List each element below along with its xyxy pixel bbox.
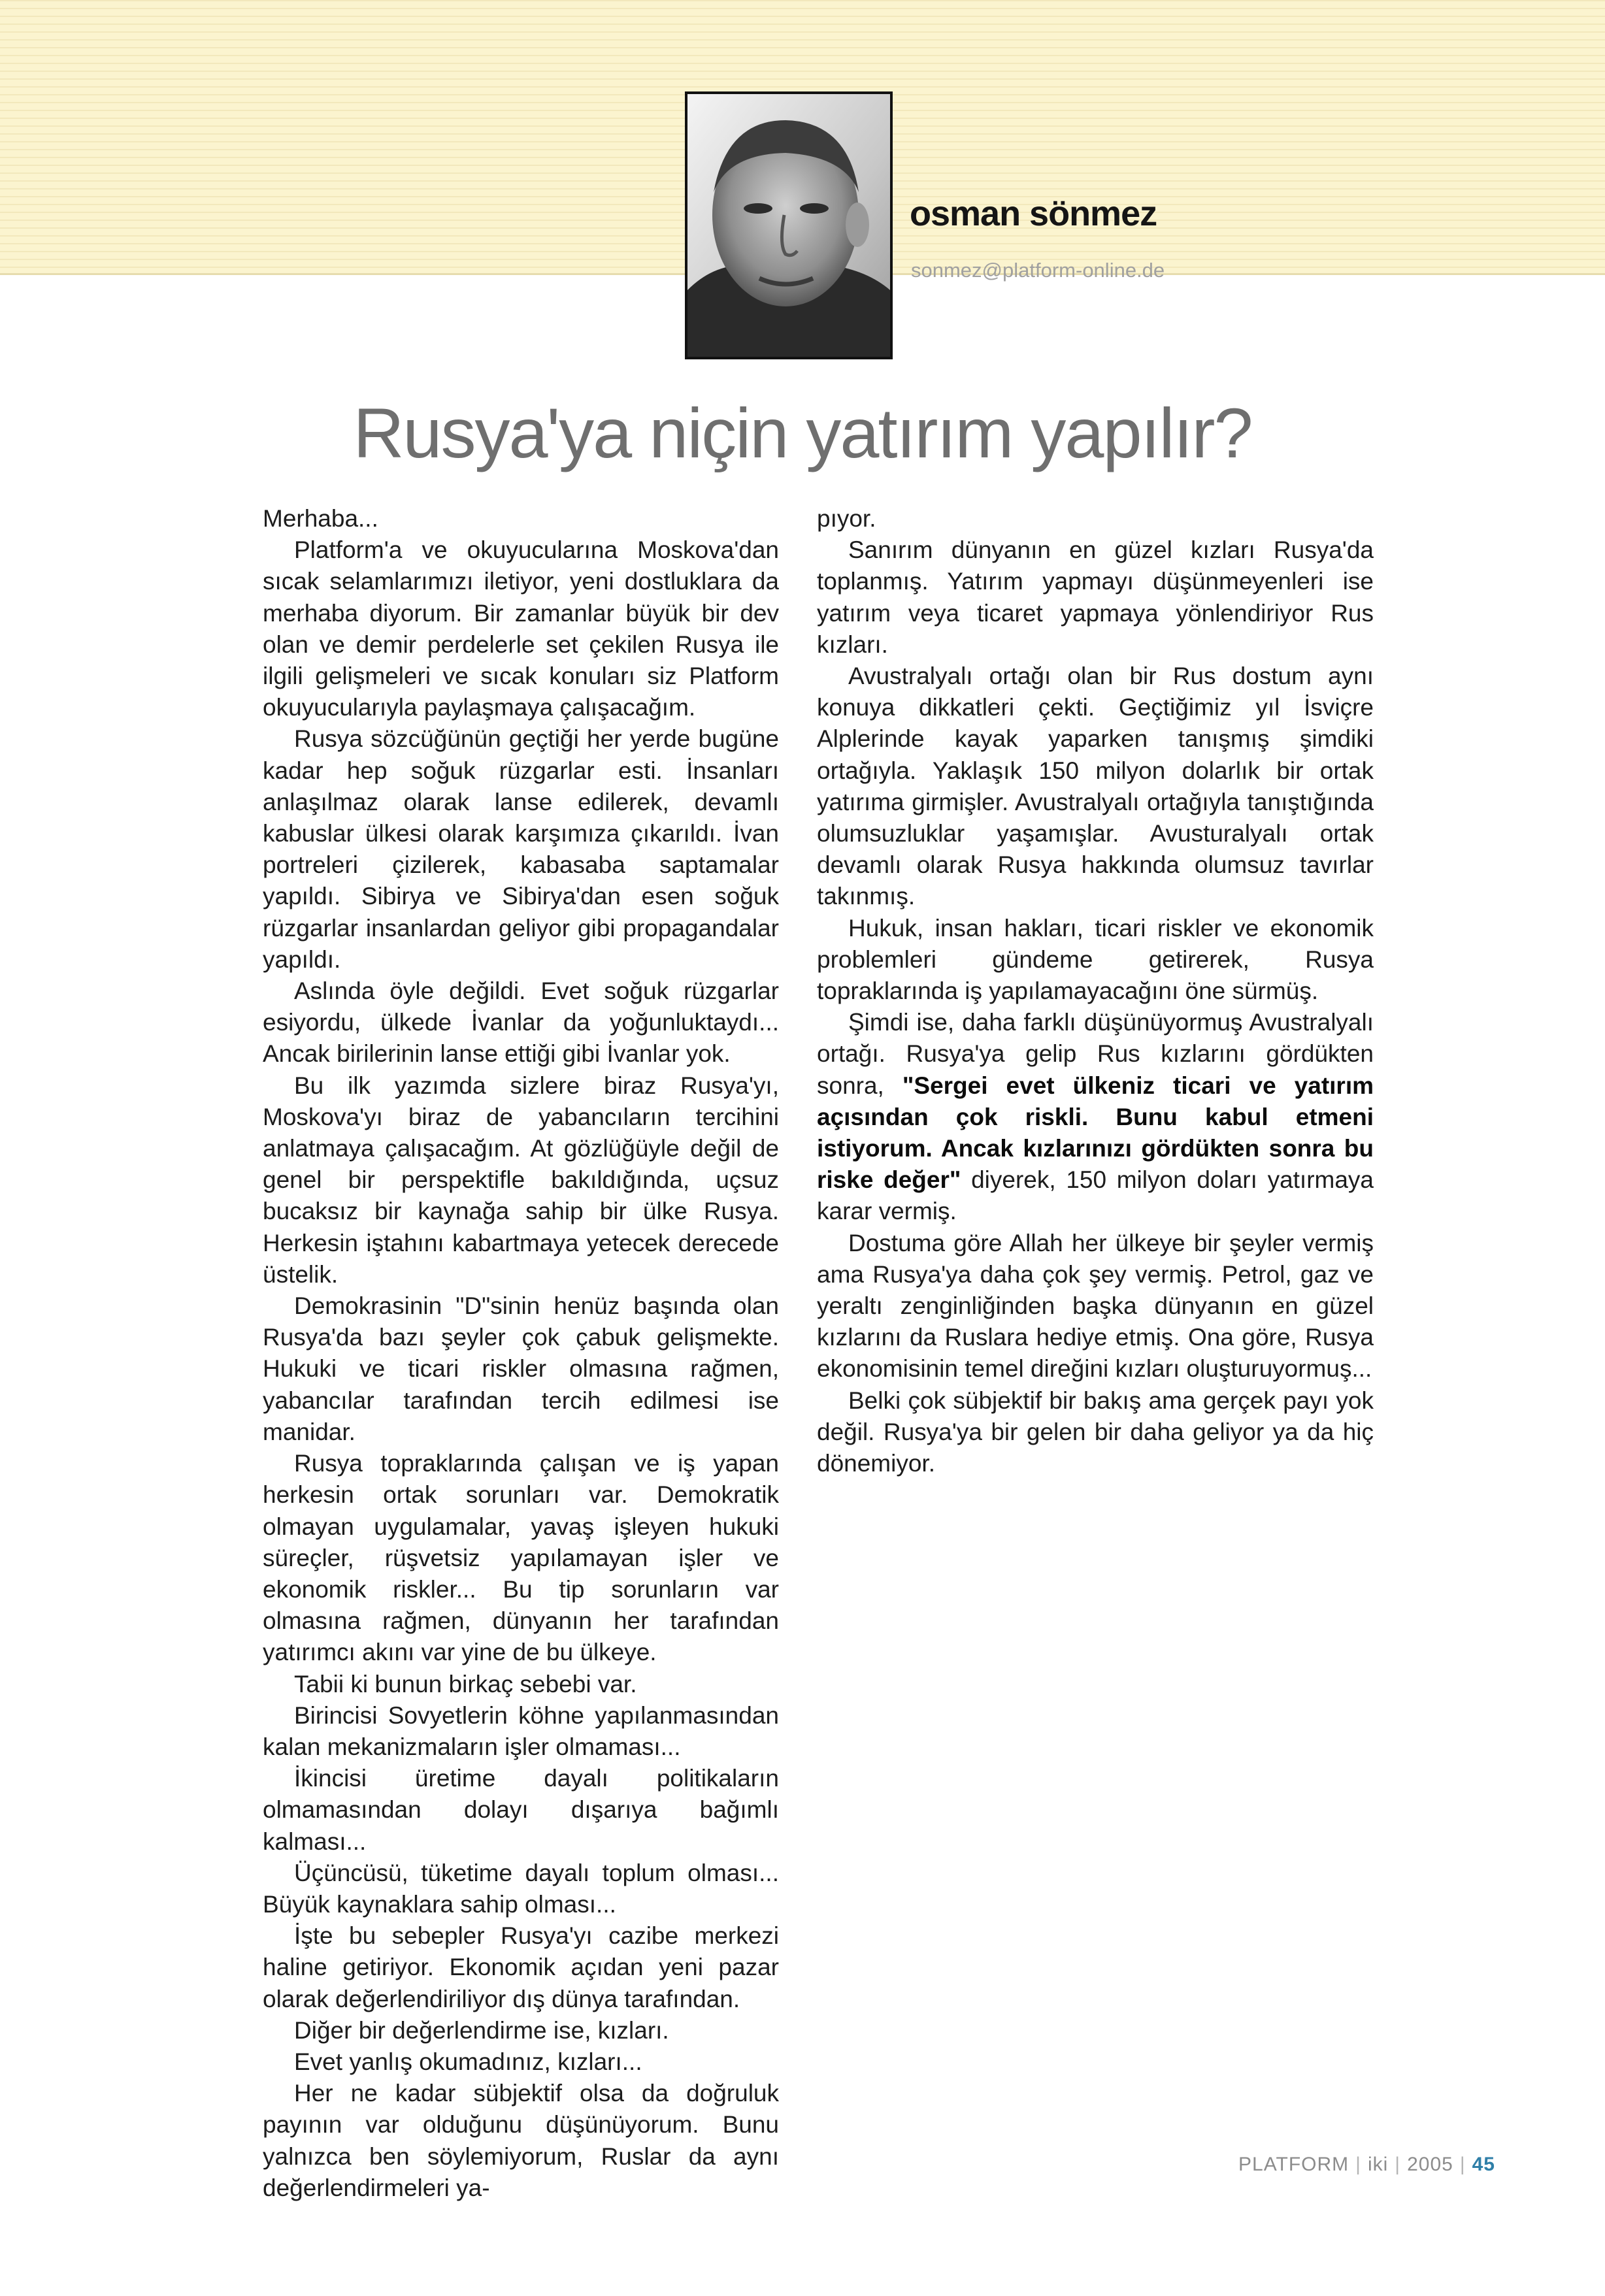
quote-paragraph bbox=[817, 1007, 1374, 1227]
footer-divider: | bbox=[1355, 2154, 1361, 2175]
quote-lead-text: Şimdi ise, daha farklı düşünüyormuş Avustralyalı ortağı. Rusya'ya gelip Rus kızlarını gördükten sonra, bbox=[817, 1009, 1374, 1099]
footer-issue: iki bbox=[1367, 2154, 1389, 2175]
paragraph: Demokrasinin "D"sinin henüz başında olan Rusya'da bazı şeyler çok çabuk gelişmekte. Hukuki ve ticari riskler olmasına rağmen, yabancılar tarafından tercih edilmesi ise manidar. bbox=[263, 1292, 779, 1445]
paragraph: Tabii ki bunun birkaç sebebi var. bbox=[294, 1670, 637, 1697]
paragraph: İşte bu sebepler Rusya'yı cazibe merkezi haline getiriyor. Ekonomik açıdan yeni pazar olarak değerlendiriliyor dış dünya tarafından. bbox=[263, 1922, 779, 2012]
paragraph-continuation: pıyor. bbox=[817, 505, 876, 532]
right-column bbox=[817, 503, 1374, 1479]
paragraph: Evet yanlış okumadınız, kızları... bbox=[294, 2048, 642, 2075]
paragraph: Merhaba... bbox=[263, 505, 378, 532]
author-email: sonmez@platform-online.de bbox=[911, 259, 1165, 282]
paragraph: Bu ilk yazımda sizlere biraz Rusya'yı, Moskova'yı biraz de yabancıların tercihini anlatmaya çalışacağım. At gözlüğüyle değil de genel bir perspektifle bakıldığında, uçsuz bucaksız bir kaynağa sahip bir ülke Rusya. Herkesin iştahını kabartmaya yetecek derecede üstelik. bbox=[263, 1072, 779, 1288]
footer-year: 2005 bbox=[1407, 2154, 1453, 2175]
paragraph: İkincisi üretime dayalı politikaların olmamasından dolayı dışarıya bağımlı kalması... bbox=[263, 1765, 779, 1855]
footer-divider: | bbox=[1459, 2154, 1466, 2175]
paragraph: Rusya sözcüğünün geçtiği her yerde bugüne kadar hep soğuk rüzgarlar esti. İnsanları anlaşılmaz olarak lanse edilerek, devamlı kabuslar ülkesi olarak karşımıza çıkarıldı. İvan portreleri çizilerek, kabasaba saptamalar yapıldı. Sibirya ve Sibirya'dan esen soğuk rüzgarlar insanlardan geliyor gibi propagandalar yapıldı. bbox=[263, 725, 779, 973]
article-title: Rusya'ya niçin yatırım yapılır? bbox=[353, 393, 1252, 472]
paragraph: Aslında öyle değildi. Evet soğuk rüzgarlar esiyordu, ülkede İvanlar da yoğunluktaydı... Ancak birilerinin lanse ettiği gibi İvanlar yok. bbox=[263, 977, 779, 1068]
author-portrait-image bbox=[687, 94, 890, 357]
paragraph: Platform'a ve okuyucularına Moskova'dan sıcak selamlarımızı iletiyor, yeni dostluklara da merhaba diyorum. Bir zamanlar büyük bir dev olan ve demir perdelerle set çekilen Rusya ile ilgili gelişmeleri ve sıcak konuları siz Platform okuyucularıyla paylaşmaya çalışacağım. bbox=[263, 536, 779, 721]
author-name: osman sönmez bbox=[910, 194, 1157, 233]
footer-page-number: 45 bbox=[1472, 2154, 1495, 2175]
footer-divider: | bbox=[1395, 2154, 1401, 2175]
left-column bbox=[263, 503, 779, 2204]
paragraph: Birincisi Sovyetlerin köhne yapılanmasından kalan mekanizmaların işler olmaması... bbox=[263, 1701, 779, 1760]
paragraph: Her ne kadar sübjektif olsa da doğruluk payının var olduğunu düşünüyorum. Bunu yalnızca ben söylemiyorum, Ruslar da aynı değerlendirmeleri ya- bbox=[263, 2080, 779, 2201]
paragraph: Avustralyalı ortağı olan bir Rus dostum aynı konuya dikkatleri çekti. Geçtiğimiz yıl İsviçre Alplerinde kayak yaparken tanışmış şimdiki ortağıyla. Yaklaşık 150 milyon dolarlık bir ortak yatırıma girmişler. Avustralyalı ortağıyla tanıştığında olumsuzluklar yaşamışlar. Avusturalyalı ortak devamlı olarak Rusya hakkında olumsuz tavırlar takınmış. bbox=[817, 663, 1374, 910]
footer-magazine: PLATFORM bbox=[1238, 2154, 1349, 2175]
paragraph: Dostuma göre Allah her ülkeye bir şeyler vermiş ama Rusya'ya daha çok şey vermiş. Petrol, gaz ve yeraltı zenginliğinden başka dünyanın en güzel kızlarını da Ruslara hediye etmiş. Ona göre, Rusya ekonomisinin temel direğini kızları oluşturuyormuş... bbox=[817, 1229, 1374, 1383]
paragraph: Hukuk, insan hakları, ticari riskler ve ekonomik problemleri gündeme getirerek, Rusya topraklarında iş yapılamayacağını öne sürmüş. bbox=[817, 914, 1374, 1005]
paragraph: Belki çok sübjektif bir bakış ama gerçek payı yok değil. Rusya'ya bir gelen bir daha geliyor ya da hiç dönemiyor. bbox=[817, 1386, 1374, 1477]
paragraph: Sanırım dünyanın en güzel kızları Rusya'da toplanmış. Yatırım yapmayı düşünmeyenleri ise yatırım veya ticaret yapmaya yönlendiriyor Rus kızları. bbox=[817, 536, 1374, 658]
quote-bold-text: "Sergei evet ülkeniz ticari ve yatırım açısından çok riskli. Bunu kabul etmeni istiyorum. Ancak kızlarınızı gördükten sonra bu riske değer" bbox=[817, 1072, 1374, 1194]
paragraph: Rusya topraklarında çalışan ve iş yapan herkesin ortak sorunları var. Demokratik olmayan uygulamalar, yavaş işleyen hukuki süreçler, rüşvetsiz yapılamayan işler ve ekonomik riskler... Bu tip sorunların var olmasına rağmen, dünyanın her tarafından yatırımcı akını var yine de bu ülkeye. bbox=[263, 1450, 779, 1666]
paragraph: Diğer bir değerlendirme ise, kızları. bbox=[294, 2016, 669, 2044]
page-footer bbox=[1238, 2154, 1495, 2176]
author-photo bbox=[685, 91, 893, 359]
paragraph: Üçüncüsü, tüketime dayalı toplum olması... Büyük kaynaklara sahip olması... bbox=[263, 1859, 779, 1918]
quote-tail-text: diyerek, 150 milyon doları yatırmaya karar vermiş. bbox=[817, 1166, 1374, 1225]
